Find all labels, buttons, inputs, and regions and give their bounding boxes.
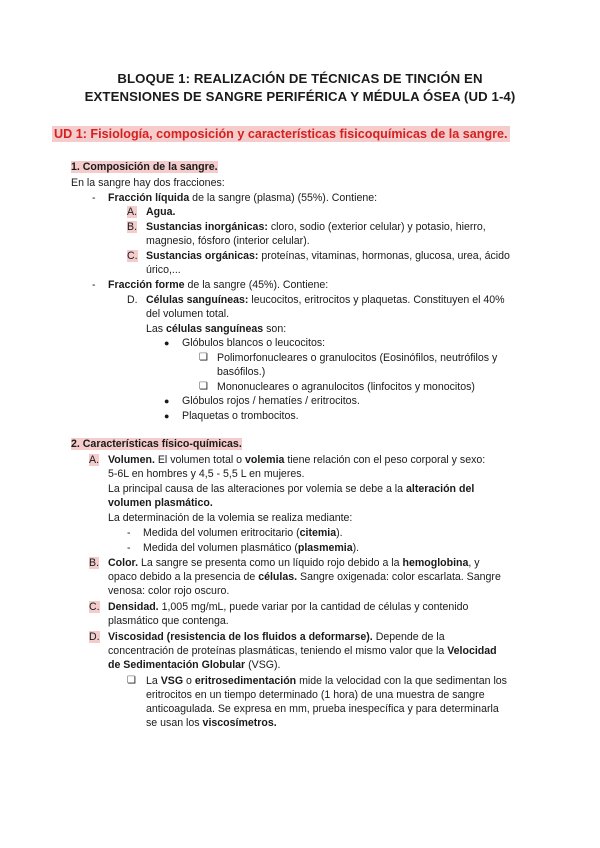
item-label-b: B.: [127, 221, 138, 233]
volume-line-3: La principal causa de las alteraciones por volemia se debe a la alteración del: [108, 483, 475, 495]
volume-line-2: 5-6L en hombres y 4,5 - 5,5 L en mujeres.: [108, 468, 305, 480]
vsg-line-2: eritrocitos en un tiempo determinado (1 hora) de una muestra de sangre: [146, 689, 485, 701]
item-label-b: B.: [89, 557, 100, 569]
bullet-white-cells: Glóbulos blancos o leucocitos:: [182, 337, 326, 349]
section-1-intro: En la sangre hay dos fracciones:: [71, 177, 225, 189]
dash-bullet: -: [92, 192, 96, 204]
vsg-line-1: La VSG o eritrosedimentación mide la velocidad con la que sedimentan los: [146, 675, 507, 687]
section-1-heading: 1. Composición de la sangre.: [71, 161, 218, 173]
item-inorganic-cont: magnesio, fósforo (interior celular).: [146, 235, 310, 247]
viscosity-line-3: de Sedimentación Globular (VSG).: [108, 659, 281, 671]
item-blood-cells: Células sanguíneas: leucocitos, eritrocitos y plaquetas. Constituyen el 40%: [146, 294, 505, 306]
title-line-2: EXTENSIONES DE SANGRE PERIFÉRICA Y MÉDULA ÓSEA (UD 1-4): [84, 89, 516, 104]
bullet-red-cells: Glóbulos rojos / hematíes / eritrocitos.: [182, 395, 360, 407]
formed-fraction: Fracción forme de la sangre (45%). Contiene:: [108, 279, 329, 291]
cells-intro: Las células sanguíneas son:: [146, 323, 287, 335]
sub-bullet-polymorph-cont: basófilos.): [217, 366, 266, 378]
vsg-line-4: se usan los viscosímetros.: [146, 717, 277, 729]
document-title: [40, 70, 560, 106]
volume-line-4: volumen plasmático.: [108, 497, 213, 509]
item-water: Agua.: [146, 206, 176, 218]
bullet-dot: ●: [164, 338, 170, 348]
volume-line-1: Volumen. El volumen total o volemia tiene relación con el peso corporal y sexo:: [108, 454, 486, 466]
checkbox-bullet-icon: ❏: [199, 352, 208, 363]
item-label-d: D.: [127, 294, 138, 306]
density-line-2: plasmático que contenga.: [108, 615, 229, 627]
item-organic: Sustancias orgánicas: proteínas, vitaminas, hormonas, glucosa, urea, ácido: [146, 250, 510, 262]
title-line-1: BLOQUE 1: REALIZACIÓN DE TÉCNICAS DE TINCIÓN EN: [117, 71, 483, 86]
volume-method-2: Medida del volumen plasmático (plasmemia).: [143, 542, 360, 554]
bullet-dot: ●: [164, 396, 170, 406]
item-label-c: C.: [89, 601, 100, 613]
item-label-a: A.: [89, 454, 100, 466]
dash-bullet: -: [127, 542, 131, 554]
sub-bullet-mononuclear: Mononucleares o agranulocitos (linfocitos y monocitos): [217, 381, 475, 393]
bullet-platelets: Plaquetas o trombocitos.: [182, 410, 299, 422]
viscosity-line-1: Viscosidad (resistencia de los fluidos a deformarse). Depende de la: [108, 631, 445, 643]
item-organic-cont: úrico,...: [146, 264, 181, 276]
unit-heading: UD 1: Fisiología, composición y características fisicoquímicas de la sangre.: [54, 127, 508, 141]
bullet-dot: ●: [164, 411, 170, 421]
color-line-2: opaco debido a la presencia de células. Sangre oxigenada: color escarlata. Sangre: [108, 571, 501, 583]
color-line-3: venosa: color rojo oscuro.: [108, 585, 230, 597]
vsg-line-3: anticoagulada. Se expresa en mm, prueba inespecífica y para determinarla: [146, 703, 499, 715]
item-label-d: D.: [89, 631, 100, 643]
item-label-a: A.: [127, 206, 138, 218]
item-blood-cells-cont: del volumen total.: [146, 308, 230, 320]
dash-bullet: -: [92, 279, 96, 291]
volume-method-1: Medida del volumen eritrocitario (citemia).: [143, 527, 343, 539]
density-line-1: Densidad. 1,005 mg/mL, puede variar por la cantidad de células y contenido: [108, 601, 469, 613]
checkbox-bullet-icon: ❏: [199, 381, 208, 392]
color-line-1: Color. La sangre se presenta como un líquido rojo debido a la hemoglobina, y: [108, 557, 480, 569]
liquid-fraction: Fracción líquida de la sangre (plasma) (55%). Contiene:: [108, 192, 378, 204]
sub-bullet-polymorph: Polimorfonucleares o granulocitos (Eosinófilos, neutrófilos y: [217, 352, 498, 364]
viscosity-line-2: concentración de proteínas plasmáticas, teniendo el mismo valor que la Velocidad: [108, 645, 497, 657]
item-label-c: C.: [127, 250, 138, 262]
item-inorganic: Sustancias inorgánicas: cloro, sodio (exterior celular) y potasio, hierro,: [146, 221, 486, 233]
checkbox-bullet-icon: ❏: [127, 675, 136, 686]
volume-line-5: La determinación de la volemia se realiza mediante:: [108, 512, 353, 524]
dash-bullet: -: [127, 527, 131, 539]
section-2-heading: 2. Características físico-químicas.: [71, 438, 242, 450]
